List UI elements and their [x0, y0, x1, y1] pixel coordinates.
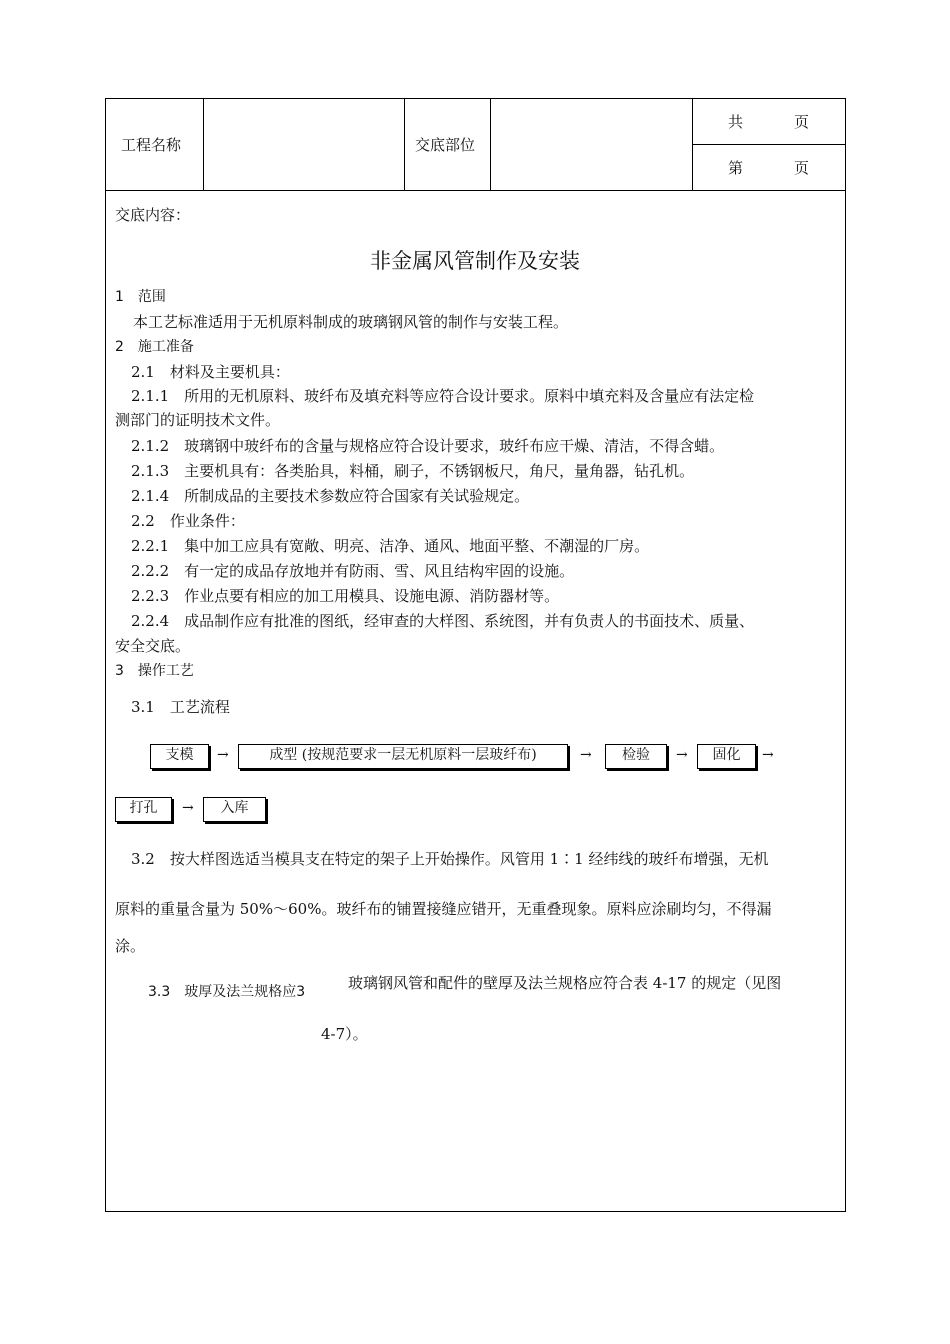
section-2-2-4-line1: 2.2.4 成品制作应有批准的图纸，经审查的大样图、系统图，并有负责人的书面技术、质量、: [131, 612, 755, 630]
section-3-2-line2: 原料的重量含量为 50%～60%。玻纤布的铺置接缝应错开，无重叠现象。原料应涂刷均匀，不得漏: [115, 900, 772, 918]
page-number-suffix: 页: [794, 159, 810, 177]
section-3-1: 3.1 工艺流程: [131, 698, 230, 716]
total-pages-suffix: 页: [794, 113, 810, 131]
flow-arrow-4: →: [762, 747, 774, 763]
section-3-2-line1: 3.2 按大样图选适当模具支在特定的架子上开始操作。风管用 1∶1 经纬线的玻纤布增强，无机: [131, 850, 769, 868]
project-name-label: 工程名称: [121, 136, 182, 154]
header-col-divider-4: [692, 98, 693, 191]
flow-arrow-2: →: [580, 747, 592, 763]
section-2-2-4-line2: 安全交底。: [115, 637, 191, 655]
page-title: 非金属风管制作及安装: [370, 249, 580, 273]
section-3-3-heading: 3.3 玻厚及法兰规格应3: [148, 984, 306, 1000]
section-2-2: 2.2 作业条件：: [131, 512, 245, 530]
flow-step-forming: 成型 (按规范要求一层无机原料一层玻纤布): [238, 744, 568, 769]
flow-step-storage: 入库: [203, 797, 266, 822]
section-3-heading: 3 操作工艺: [115, 663, 194, 679]
flow-arrow-5: →: [182, 800, 194, 816]
flow-step-formwork: 支模: [150, 744, 209, 769]
page-count-divider: [692, 144, 846, 145]
section-3-3-line1: 玻璃钢风管和配件的壁厚及法兰规格应符合表 4-17 的规定（见图: [348, 974, 782, 992]
section-3-2-line3: 涂。: [115, 937, 146, 955]
disclosure-part-value[interactable]: [497, 135, 685, 155]
section-1-heading: 1 范围: [115, 289, 166, 305]
section-2-1: 2.1 材料及主要机具：: [131, 363, 290, 381]
total-pages-label: 共: [728, 113, 744, 131]
section-2-2-2: 2.2.2 有一定的成品存放地并有防雨、雪、风且结构牢固的设施。: [131, 562, 575, 580]
section-2-1-1-line1: 2.1.1 所用的无机原料、玻纤布及填充料等应符合设计要求。原料中填充料及含量应有法定检: [131, 387, 755, 405]
flow-step-drilling: 打孔: [115, 797, 172, 822]
flow-arrow-1: →: [217, 747, 229, 763]
disclosure-part-label: 交底部位: [415, 136, 476, 154]
header-col-divider-3: [490, 98, 491, 191]
section-2-1-4: 2.1.4 所制成品的主要技术参数应符合国家有关试验规定。: [131, 487, 530, 505]
project-name-value[interactable]: [210, 135, 398, 155]
header-col-divider-2: [404, 98, 405, 191]
section-2-2-3: 2.2.3 作业点要有相应的加工用模具、设施电源、消防器材等。: [131, 587, 560, 605]
flow-step-curing: 固化: [697, 744, 756, 769]
section-2-1-2: 2.1.2 玻璃钢中玻纤布的含量与规格应符合设计要求，玻纤布应干燥、清洁，不得含蜡。: [131, 437, 725, 455]
content-label: 交底内容：: [115, 206, 191, 224]
section-2-1-3: 2.1.3 主要机具有：各类胎具，料桶，刷子，不锈钢板尺，角尺，量角器，钻孔机。: [131, 462, 695, 480]
header-bottom-rule: [105, 190, 846, 191]
page-number-label: 第: [728, 159, 744, 177]
section-2-2-1: 2.2.1 集中加工应具有宽敞、明亮、洁净、通风、地面平整、不潮湿的厂房。: [131, 537, 650, 555]
section-2-1-1-line2: 测部门的证明技术文件。: [115, 411, 281, 429]
section-3-3-line2: 4-7）。: [321, 1025, 368, 1043]
section-1-text: 本工艺标准适用于无机原料制成的玻璃钢风管的制作与安装工程。: [133, 313, 569, 331]
header-col-divider-1: [203, 98, 204, 191]
flow-arrow-3: →: [676, 747, 688, 763]
section-2-heading: 2 施工准备: [115, 339, 194, 355]
flow-step-inspection: 检验: [605, 744, 667, 769]
